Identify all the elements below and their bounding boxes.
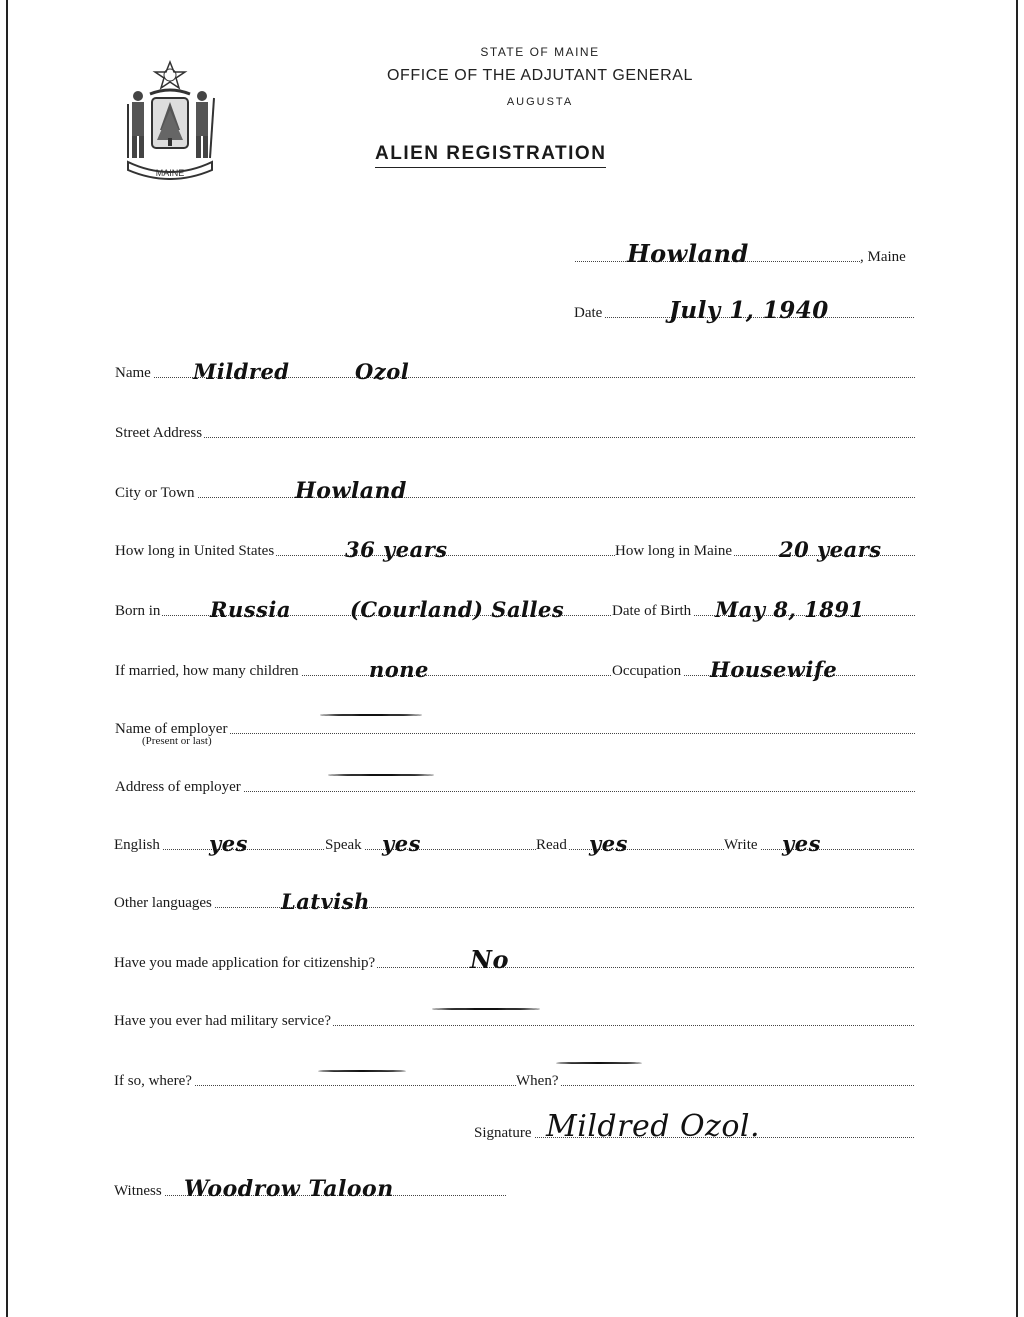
- maine-duration-value: 20 years: [779, 537, 882, 562]
- employer-sublabel: (Present or last): [142, 735, 212, 747]
- maine-state-seal: [120, 58, 220, 180]
- office-heading: OFFICE OF THE ADJUTANT GENERAL: [386, 67, 694, 84]
- witness-value: Woodrow Taloon: [184, 1176, 394, 1202]
- children-row: [115, 650, 915, 680]
- other-languages-label: Other languages: [114, 895, 212, 911]
- english-label: English: [114, 837, 160, 853]
- signature-row: [474, 1109, 914, 1144]
- form-title: ALIEN REGISTRATION: [375, 143, 606, 168]
- born-country-value: Russia: [210, 597, 291, 622]
- svg-text:MAINE: MAINE: [155, 168, 185, 178]
- citizenship-label: Have you made application for citizenship?: [114, 955, 376, 971]
- maine-duration-label: How long in Maine: [615, 543, 733, 559]
- signature-value: Mildred Ozol.: [546, 1109, 761, 1144]
- state-heading: STATE OF MAINE: [480, 45, 600, 59]
- place-town-value: Howland: [627, 239, 749, 268]
- other-languages-row: [114, 882, 914, 912]
- name-first-value: Mildred: [193, 359, 290, 384]
- when-blank-mark: [556, 1062, 642, 1064]
- signature-label: Signature: [474, 1125, 532, 1141]
- military-blank-mark: [432, 1008, 540, 1010]
- write-value: yes: [782, 831, 821, 856]
- city-heading: AUGUSTA: [506, 96, 574, 108]
- witness-row: [114, 1170, 506, 1200]
- witness-label: Witness: [114, 1183, 162, 1199]
- read-value: yes: [589, 831, 628, 856]
- when-label: When?: [516, 1073, 559, 1089]
- citizenship-row: [114, 942, 914, 972]
- us-duration-label: How long in United States: [115, 543, 275, 559]
- employer-blank-mark: [320, 714, 422, 716]
- speak-label: Speak: [325, 837, 362, 853]
- language-row: [114, 824, 914, 854]
- employer-address-label: Address of employer: [115, 779, 241, 795]
- children-label: If married, how many children: [115, 663, 299, 679]
- employer-address-blank-mark: [328, 774, 434, 776]
- name-row: [115, 352, 915, 382]
- employer-row: [115, 708, 915, 738]
- where-blank-mark: [318, 1070, 406, 1072]
- place-state-label: , Maine: [860, 249, 906, 265]
- born-region-value: (Courland) Salles: [350, 597, 565, 622]
- military-row: [114, 1000, 914, 1030]
- name-last-value: Ozol: [355, 359, 410, 384]
- dob-label: Date of Birth: [612, 603, 692, 619]
- read-label: Read: [536, 837, 567, 853]
- where-label: If so, where?: [114, 1073, 192, 1089]
- date-label: Date: [574, 305, 603, 321]
- occupation-value: Housewife: [710, 657, 838, 682]
- other-languages-value: Latvish: [281, 889, 370, 914]
- where-when-row: [114, 1060, 914, 1090]
- place-row: [575, 236, 920, 266]
- city-row: [115, 472, 915, 502]
- employer-label: Name of employer: [115, 721, 228, 737]
- city-value: Howland: [295, 478, 407, 504]
- street-label: Street Address: [115, 425, 203, 441]
- date-value: July 1, 1940: [669, 297, 829, 324]
- children-value: none: [369, 657, 429, 682]
- english-value: yes: [209, 831, 248, 856]
- us-duration-value: 36 years: [345, 537, 448, 562]
- duration-row: [115, 530, 915, 560]
- occupation-label: Occupation: [612, 663, 682, 679]
- born-label: Born in: [115, 603, 161, 619]
- name-label: Name: [115, 365, 151, 381]
- write-label: Write: [724, 837, 758, 853]
- employer-address-row: [115, 766, 915, 796]
- speak-value: yes: [382, 831, 421, 856]
- born-row: [115, 590, 915, 620]
- citizenship-value: No: [470, 945, 509, 974]
- date-row: [574, 292, 914, 322]
- military-label: Have you ever had military service?: [114, 1013, 331, 1029]
- street-row: [115, 412, 915, 442]
- city-label: City or Town: [115, 485, 195, 501]
- dob-value: May 8, 1891: [715, 597, 865, 622]
